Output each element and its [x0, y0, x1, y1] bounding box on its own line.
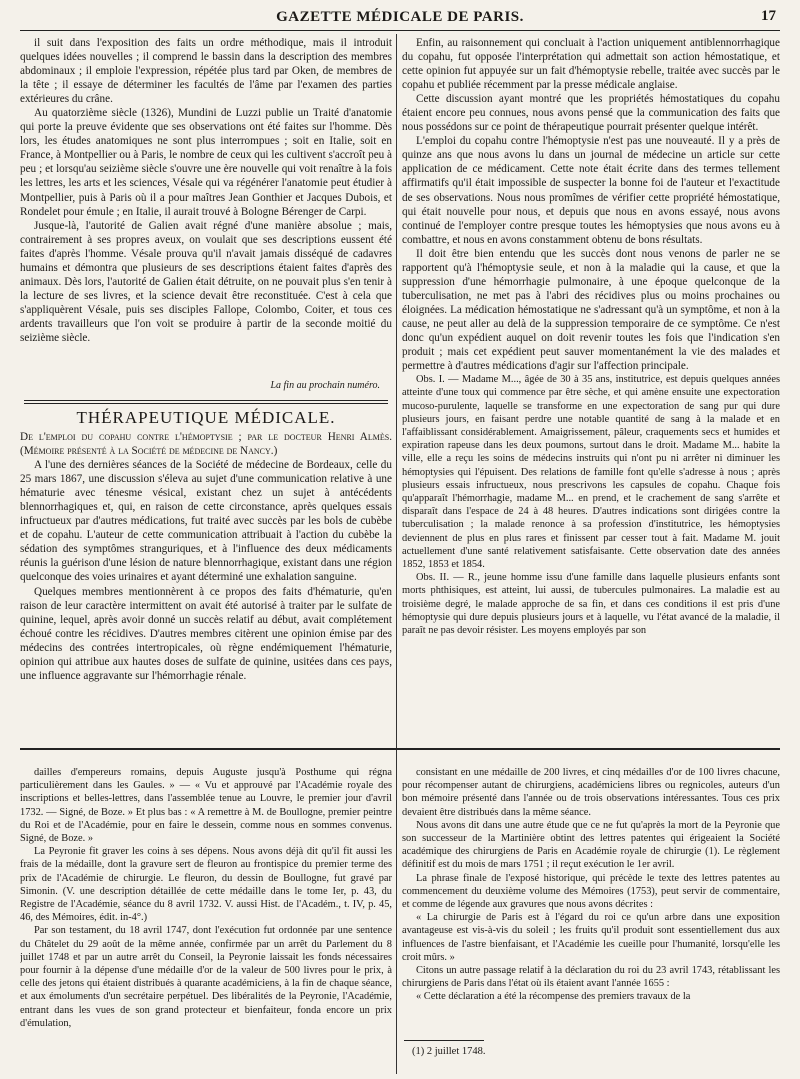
paragraph: Nous avons dit dans une autre étude que ce ne fut qu'après la mort de la Peyronie que son successeur de la Martinière obtint des lettres patentes qui érigeaient la Société académique des chirurgiens de Paris en Académie royale de chirurgie (1). Le règlement définitif est du mois de mars 1751 ; il reçut exécution le 1er avril. — [402, 819, 780, 871]
paragraph: Au quatorzième siècle (1326), Mundini de Luzzi publie un Traité d'anatomie qui porte la preuve évidente que ses observations ont été faites sur l'homme. Dès lors, les études anatomiques ne sont plus interrompues ; soit en Italie, soit en France, à Montpellier ou à Paris, le nombre de ceux qui les cultivent s'accroît peu à peu ; et lorsqu'au seizième siècle s'ouvre une ère nouvelle qui voit renaître à la fois les lettres, les arts et les sciences, Vésale qui va régénérer l'anatomie peut étudier à Montpellier, puis à Paris où il a pour maîtres Jean Gonthier et Jacques Dubois, et Rondelet pour émule ; en Italie, il aurait trouvé à Bologne Bérenger de Carpi. — [20, 107, 392, 218]
section-title: THÉRAPEUTIQUE MÉDICALE. — [76, 408, 336, 427]
paragraph: il suit dans l'exposition des faits un ordre méthodique, mais il introduit quelques idées nouvelles ; il comprend le bassin dans la description des membres abdominaux ; il emploie l'expression, répétée plus tard par Oken, de membres de la tête ; il essaye de déterminer les facultés de l'âme par l'examen des parties extérieures du crâne. — [20, 37, 392, 106]
paragraph: L'emploi du copahu contre l'hémoptysie n'est pas une nouveauté. Il y a près de quinze ans que nous avons lu dans un journal de médecine un article sur cette application de ce médicament. Cette note était écrite dans des termes tellement affirmatifs qu'il était impossible de suspecter la bonne foi de l'auteur et l'exactitude de ses observations. Nous nous promîmes de vérifier cette propriété hémostatique, qui était nouvelle pour nous, et depuis que nous en avons essayé, nous avons continué de l'employer contre presque toutes les hémoptysies que nous avons eu à combattre, et nous en avons constamment obtenu de bons résultats. — [402, 135, 780, 246]
feuilleton-left-column — [20, 766, 392, 1074]
paragraph: La Peyronie fit graver les coins à ses dépens. Nous avons déjà dit qu'il fit aussi les frais de la médaille, dont la gravure sert de fleuron au frontispice du premier terme des prix de l'Académie de chirurgie. Le fleuron, du dessin de Boullogne, fut gravé par Simonin. (V. une description détaillée de cette médaille dans le tome Ier, p. 43, du Registre de l'Académie, séance du 8 avril 1732. V. aussi Hist. de l'Académ., t. IV, p. 45, 46, des Mémoires, édit. in-4°.) — [20, 846, 392, 924]
quotation: « Cette déclaration a été la récompense des premiers travaux de la — [416, 991, 691, 1003]
quotation: « La chirurgie de Paris est à l'égard du roi ce qu'un arbre dans une exposition avantageuse est vis-à-vis du soleil ; les fruits qu'il produit sont essentiellement dus aux influences de l'astre bienfaisant, et l'Académie les cueille pour l'humanité, lorsqu'elle les croit mûrs. » — [402, 912, 780, 963]
running-title: GAZETTE MÉDICALE DE PARIS. — [276, 9, 524, 25]
left-column-upper — [20, 36, 392, 396]
feuilleton-rule — [20, 748, 780, 750]
paragraph: consistant en une médaille de 200 livres, et cinq médailles d'or de 100 livres chacune, pour récompenser autant de chirurgiens, académiciens libres ou regnicoles, auteurs d'un bon mémoire présenté dans l'année ou de trois observations intéressantes. Tous ces prix devaient être distribués dans la même séance. — [402, 767, 780, 818]
paragraph: Il doit être bien entendu que les succès dont nous venons de parler ne se rapportent qu'à l'hémoptysie seule, et non à la maladie qui la cause, et que la suppression d'une hémorrhagie pulmonaire, à une époque quelconque de la tuberculisation, ne met pas à l'abri des récidives plus ou moins prochaines ou éloignées. La médication hémostatique ne s'adressant qu'à un symptôme, et non à la cause, ne peut aller au delà de la suppression temporaire de ce symptôme. Ce n'est donc qu'un expédient auquel on doit revenir toutes les fois que l'indication s'en produit ; mais cet expédient peut sauver momentanément la vie des malades et permettre à d'autres médications d'agir sur l'affection principale. — [402, 247, 780, 373]
paragraph: dailles d'empereurs romains, depuis Auguste jusqu'à Posthume qui régna particulièrement dans les Gaules. » — « Vu et approuvé par l'Académie royale des inscriptions et belles-lettres, dans l'assemblée tenue au Louvre, le premier jour d'avril 1732. — Signé, de Boze. » Et plus bas : « A remettre à M. de Boullogne, premier peintre du Roi et de l'Académie, pour en faire le dessein, comme nous en sommes convenus. Signé, de Boze. » — [20, 767, 392, 845]
paragraph: Citons un autre passage relatif à la déclaration du roi du 23 avril 1743, rétablissant les chirurgiens de Paris dans l'état où ils étaient avant l'année 1655 : — [402, 965, 780, 990]
observation: Obs. II. — R., jeune homme issu d'une famille dans laquelle plusieurs enfants sont morts phthisiques, est atteint, lui aussi, de tubercules pulmonaires. La maladie est au troisième degré, le malade approche de sa fin, et dans ces conditions il est pris d'une hémoptysie qui dure depuis plusieurs jours et à laquelle, vu l'état avancé de la maladie, il paraît ne pas devoir résister. Les moyens employés par son — [402, 572, 780, 636]
paragraph: Cette discussion ayant montré que les propriétés hémostatiques du copahu étaient encore peu connues, nous avons pensé que la communication des faits que nous possédons sur ce point de thérapeutique pourrait présenter quelque intérêt. — [402, 93, 780, 134]
page-number: 17 — [761, 8, 776, 24]
feuilleton-right-column — [402, 766, 780, 1074]
footnote-rule — [404, 1040, 484, 1041]
paragraph: Quelques membres mentionnèrent à ce propos des faits d'hématurie, qu'en raison de leur caractère intermittent on avait été autorisé à traiter par le sulfate de quinine, lequel, après avoir donné un succès relatif au début, avait complétement échoué contre les récidives. D'autres membres citèrent une opinion émise par des médecins des contrées intertropicales, où règne endémiquement l'hématurie, opinion qui attribue aux hautes doses de sulfate de quinine, usitées dans ces pays, une influence aggravante sur l'hémorrhagie rénale. — [20, 585, 392, 682]
paragraph: A l'une des dernières séances de la Société de médecine de Bordeaux, celle du 25 mars 1867, une discussion s'éleva au sujet d'une communication relative à une hématurie avec ténesme vésical, existant chez un sujet à antécédents blennorrhagiques et, qui, en raison de cette circonstance, après quelques essais infructueux par d'autres médications, fut traité avec succès par les bols de cubèbe et de copahu. L'auteur de cette communication attribuait à l'action du cubèbe la sédation des symptômes stranguriques, et à l'influence des deux médicaments réunis la guérison d'une lésion de nature blennorrhagique, existant dans une région quelconque des voies urinaires et ayant déterminé une exhalation sanguine. — [20, 459, 392, 584]
column-divider — [396, 34, 397, 1074]
paragraph: Jusque-là, l'autorité de Galien avait régné d'une manière absolue ; mais, contrairement à ses propres aveux, on voulait que ses descriptions eussent été faites d'après l'homme. Vésale prouva qu'il n'avait jamais disséqué de cadavres humains et démontra que plusieurs de ses descriptions étaient faites d'après des animaux. Dès lors, l'autorité de Galien était détruite, on ne pouvait plus s'en tenir à la lecture de ses livres, et la science devait être reconstituée. C'est à cela que s'appliquèrent Vésale, puis ses disciples Fallope, Colombo, Coiter, et tous ces ardents travailleurs que l'on voit se produire à partir de la seconde moitié du seizième siècle. — [20, 219, 392, 344]
left-column-lower — [20, 430, 392, 741]
paragraph: Par son testament, du 18 avril 1747, dont l'exécution fut ordonnée par une sentence du Châtelet du 29 août de la même année, confirmée par un arrêt du Parlement du 8 juillet 1748 et par un autre arrêt du Conseil, la Peyronie laissait les fonds nécessaires pour fournir à la dépense d'une médaille d'or de la valeur de 500 livres pour le prix, à celle des jetons qui étaient distribués à quarante académiciens, à la fin de chaque séance, et aux émoluments d'un secrétaire perpétuel. Des libéralités de la Peyronie, l'Académie, entrant dans les vues de son grand protecteur et bienfaiteur, fonda encore un prix d'émulation, — [20, 925, 392, 1029]
section-rule-top — [24, 400, 388, 401]
continued-note: La fin au prochain numéro. — [270, 380, 380, 391]
paragraph: La phrase finale de l'exposé historique, qui précède le texte des lettres patentes au commencement du deuxième volume des Mémoires (1753), peut servir de commentaire, et comme de légende aux gravures que nous avons décrites : — [402, 872, 780, 911]
right-column-upper — [402, 36, 780, 741]
section-rule-top-2 — [24, 403, 388, 404]
footnote: (1) 2 juillet 1748. — [412, 1046, 486, 1057]
page-header — [20, 6, 780, 31]
paragraph: Enfin, au raisonnement qui concluait à l'action uniquement antiblennorrhagique du copahu, fut opposée l'interprétation qui admettait son action hémostatique, et cette opinion fut appuyée sur un fait d'hémoptysie rebelle, traitée avec succès par le copahu et publiée récemment par la presse médicale anglaise. — [402, 37, 780, 92]
article-title: De l'emploi du copahu contre l'hémoptysie ; par le docteur Henri Almès. (Mémoire présenté à la Société de médecine de Nancy.) — [20, 431, 392, 458]
observation: Obs. I. — Madame M..., âgée de 30 à 35 ans, institutrice, est depuis quelques années atteinte d'une toux qui commence par être sèche, et qui amène ensuite une expectoration mucoso-purulente, laquelle se transforme en une expectoration de sang pur qui dure plusieurs jours, en faisant perdre une notable quantité de sang à la malade et en l'affaiblissant considérablement. Amaigrissement, pâleur, craquements secs et humides et expiration rapeuse dans les deux poumons, surtout dans le droit. Madame M... habite la ville, elle a reçu les soins de médecins instruits qui n'ont pu ni arrêter ni diminuer les hémoptysies qui l'épuisent. Des relations de famille font qu'elle s'adresse à nous ; après plusieurs essais infructueux, nous prescrivons les capsules de copahu. Chaque fois qu'apparaît l'hémorrhagie, madame M... en prend, et le crachement de sang s'arrête et disparaît dans l'espace de 24 à 48 heures. D'autres indications sont dirigées contre la tuberculisation ; la malade renonce à sa profession d'institutrice, les hémoptysies deviennent de plus en plus rares et finissent par cesser tout à fait. Madame M. jouit actuellement d'une santé relativement satisfaisante. Cette observation date des années 1852, 1853 et 1854. — [402, 374, 780, 570]
